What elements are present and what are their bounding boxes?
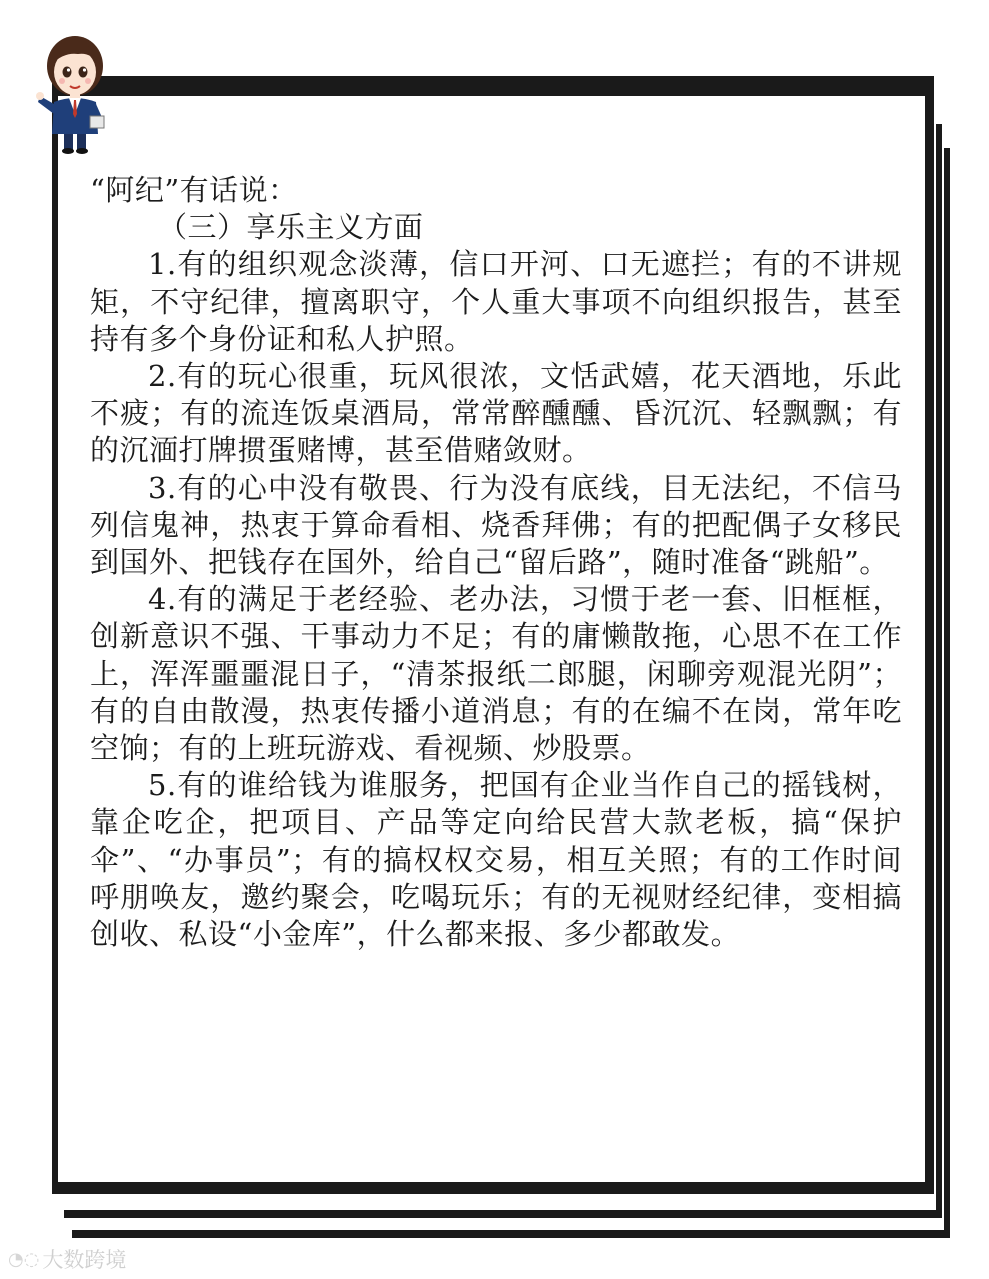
- section-title: （三）享乐主义方面: [158, 210, 424, 245]
- speaker-heading: “阿纪”有话说：: [90, 173, 298, 207]
- paragraph-3: 3.有的心中没有敬畏、行为没有底线，目无法纪，不信马列信鬼神，热衷于算命看相、烧香拜佛；有的把配偶子女移民到国外、把钱存在国外，给自己“留后路”，随时准备“跳船”。: [90, 470, 902, 580]
- paragraph-1: 1.有的组织观念淡薄，信口开河、口无遮拦；有的不讲规矩，不守纪律，擅离职守，个人重大事项不向组织报告，甚至持有多个身份证和私人护照。: [90, 247, 902, 356]
- article-body: [90, 172, 902, 953]
- watermark: [8, 1244, 126, 1274]
- paragraph-2: 2.有的玩心很重，玩风很浓，文恬武嬉，花天酒地，乐此不疲；有的流连饭桌酒局，常常醉醺醺、昏沉沉、轻飘飘；有的沉湎打牌掼蛋赌博，甚至借赌敛财。: [90, 359, 902, 468]
- watermark-logo-icon: ◔◌: [8, 1248, 40, 1270]
- watermark-text: 大数跨境: [42, 1248, 127, 1272]
- paragraph-5: 5.有的谁给钱为谁服务，把国有企业当作自己的摇钱树，靠企吃企，把项目、产品等定向给民营大款老板，搞“保护伞”、“办事员”；有的搞权权交易，相互关照；有的工作时间呼朋唤友，邀约聚会，吃喝玩乐；有的无视财经纪律，变相搞创收、私设“小金库”，什么都来报、多少都敢发。: [90, 768, 902, 952]
- official-mascot-icon: [30, 30, 120, 156]
- paragraph-4: 4.有的满足于老经验、老办法，习惯于老一套、旧框框，创新意识不强、干事动力不足；有的庸懒散拖，心思不在工作上，浑浑噩噩混日子，“清茶报纸二郎腿，闲聊旁观混光阴”；有的自由散漫，热衷传播小道消息；有的在编不在岗，常年吃空饷；有的上班玩游戏、看视频、炒股票。: [90, 582, 902, 766]
